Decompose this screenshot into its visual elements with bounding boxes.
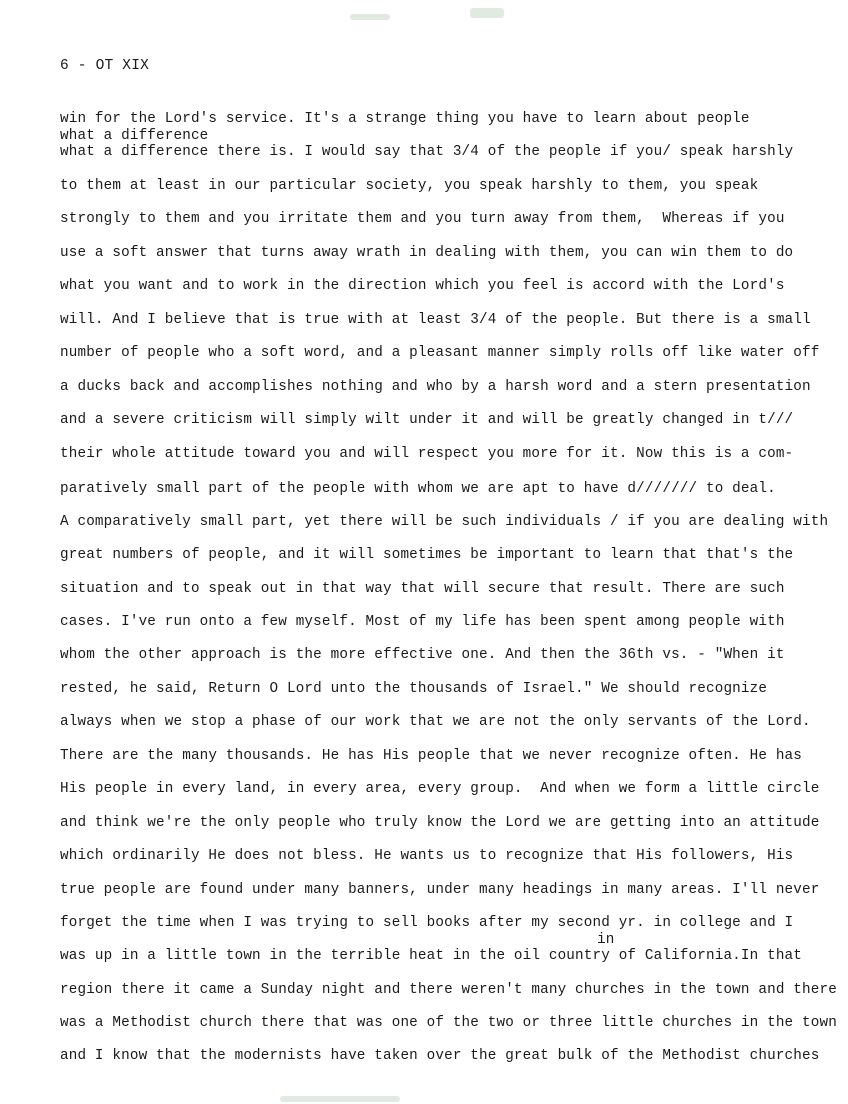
text-line: whom the other approach is the more effective one. And then the 36th vs. - "When it (60, 647, 785, 663)
text-line: A comparatively small part, yet there will be such individuals / if you are dealing with (60, 514, 829, 530)
paper-blemish (470, 8, 504, 18)
text-line: will. And I believe that is true with at least 3/4 of the people. But there is a small (60, 312, 811, 328)
paper-blemish (280, 1096, 400, 1102)
text-line: was a Methodist church there that was one of the two or three little churches in the town (60, 1015, 837, 1031)
text-line: win for the Lord's service. It's a strange thing you have to learn about people (60, 111, 750, 127)
text-line: and I know that the modernists have taken over the great bulk of the Methodist churches (60, 1048, 820, 1064)
text-line: and think we're the only people who truly know the Lord we are getting into an attitude (60, 815, 820, 831)
text-line: strongly to them and you irritate them and you turn away from them, Whereas if you (60, 211, 785, 227)
text-line: what you want and to work in the direction which you feel is accord with the Lord's (60, 278, 785, 294)
text-line: which ordinarily He does not bless. He wants us to recognize that His followers, His (60, 848, 794, 864)
text-line: what a difference there is. I would say that 3/4 of the people if you/ speak harshly (60, 144, 794, 160)
text-line-insertion: in (597, 932, 615, 948)
text-line: what a difference (60, 128, 209, 144)
text-line: their whole attitude toward you and will respect you more for it. Now this is a com- (60, 446, 794, 462)
text-line: cases. I've run onto a few myself. Most of my life has been spent among people with (60, 614, 785, 630)
text-line: situation and to speak out in that way that will secure that result. There are such (60, 581, 785, 597)
text-line: region there it came a Sunday night and there weren't many churches in the town and there (60, 982, 837, 998)
text-line: There are the many thousands. He has His people that we never recognize often. He has (60, 748, 803, 764)
text-line: forget the time when I was trying to sell books after my second yr. in college and I (60, 915, 794, 931)
text-line: great numbers of people, and it will sometimes be important to learn that that's the (60, 547, 794, 563)
text-line: number of people who a soft word, and a pleasant manner simply rolls off like water off (60, 345, 820, 361)
text-line: use a soft answer that turns away wrath in dealing with them, you can win them to do (60, 245, 794, 261)
text-line: paratively small part of the people with whom we are apt to have d/////// to deal. (60, 481, 776, 497)
text-line: and a severe criticism will simply wilt under it and will be greatly changed in t/// (60, 412, 794, 428)
text-line: rested, he said, Return O Lord unto the thousands of Israel." We should recognize (60, 681, 768, 697)
page-header: 6 - OT XIX (60, 58, 150, 74)
text-line: always when we stop a phase of our work that we are not the only servants of the Lord. (60, 714, 811, 730)
text-line: to them at least in our particular society, you speak harshly to them, you speak (60, 178, 759, 194)
text-line: was up in a little town in the terrible heat in the oil country of California.In that (60, 948, 803, 964)
text-line: His people in every land, in every area, every group. And when we form a little circle (60, 781, 820, 797)
paper-blemish (350, 14, 390, 20)
text-line: true people are found under many banners, under many headings in many areas. I'll never (60, 882, 820, 898)
text-line: a ducks back and accomplishes nothing and who by a harsh word and a stern presentation (60, 379, 811, 395)
